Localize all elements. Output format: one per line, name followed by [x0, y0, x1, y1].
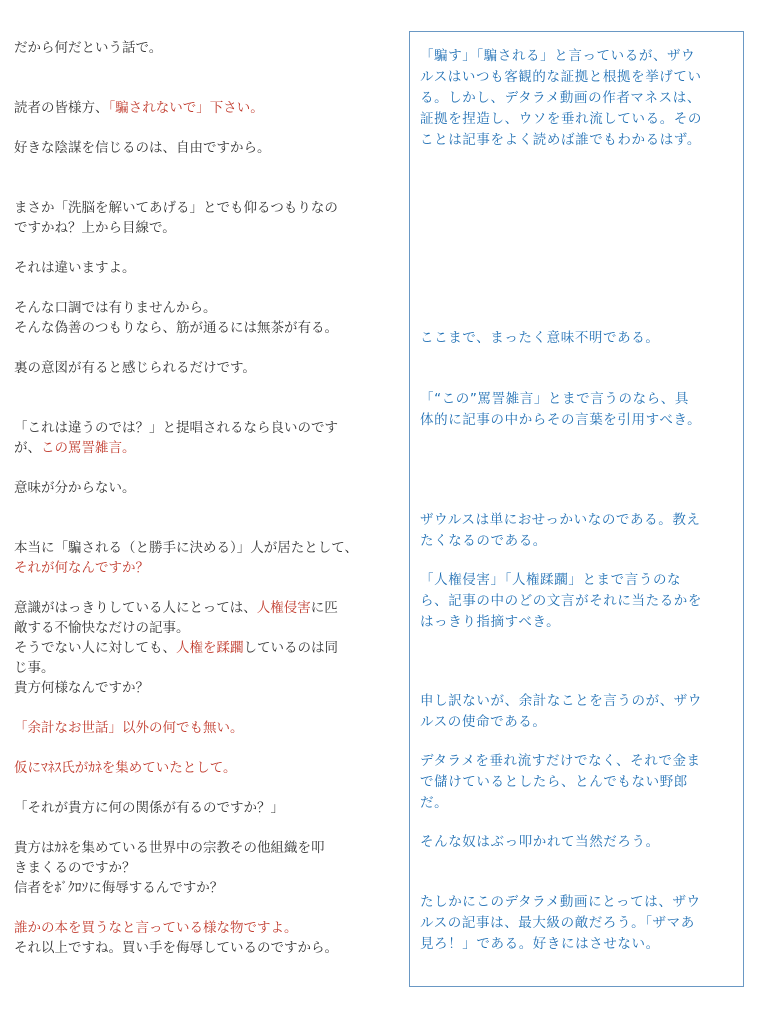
text-segment: しているのは同 [243, 640, 338, 656]
paragraph-line [14, 538, 358, 558]
article-paragraph [14, 418, 338, 458]
text-line: 申し訳ないが、余計なことを言うのが、ザウ [420, 693, 702, 709]
highlighted-text: それが何なんですか？ [14, 560, 149, 576]
text-line: 「人権侵害」「人権蹂躙」とまで言うのな [420, 572, 682, 588]
paragraph-line [14, 598, 338, 618]
article-paragraph [14, 798, 284, 818]
article-paragraph [14, 538, 358, 578]
paragraph-line [420, 410, 738, 431]
paragraph-line [14, 138, 271, 158]
text-line: ことは記事をよく読めば誰でもわかるはず。 [420, 132, 701, 148]
text-line: たしかにこのデタラメ動画にとっては、ザウ [420, 894, 701, 910]
text-line: ら、記事の中のどの文言がそれに当たるかを [420, 593, 702, 609]
paragraph-line [14, 298, 338, 318]
paragraph-line [14, 638, 338, 658]
text-line: 好きな陰謀を信じるのは、自由ですから。 [14, 140, 271, 156]
paragraph-line [14, 438, 338, 458]
text-line: たくなるのである。 [420, 533, 547, 549]
paragraph-line [14, 918, 338, 938]
article-paragraph [14, 358, 256, 378]
text-line: 「それが貴方に何の関係が有るのですか？」 [14, 800, 284, 816]
article-paragraph [14, 38, 162, 58]
rebuttal-paragraph [420, 389, 738, 431]
text-line: 貴方はｶﾈを集めている世界中の宗教その他組織を叩 [14, 840, 325, 856]
article-paragraph [14, 718, 244, 738]
paragraph-line [420, 772, 738, 793]
article-paragraph [14, 258, 136, 278]
text-segment: が、 [14, 440, 41, 456]
text-segment: に匹 [310, 600, 338, 616]
text-line: それは違いますよ。 [14, 260, 136, 276]
text-line: ザウルスは単におせっかいなのである。教え [420, 512, 701, 528]
text-line: 「これは違うのでは？」と提唱されるなら良いのです [14, 420, 338, 436]
paragraph-line [420, 913, 738, 934]
text-line: ルスの記事は、最大級の敵だろう。「ザマあ [420, 915, 695, 931]
text-segment: 意識がはっきりしている人にとっては、 [14, 600, 257, 616]
text-line: 意味が分からない。 [14, 480, 136, 496]
article-paragraph [14, 138, 271, 158]
paragraph-line [14, 758, 236, 778]
paragraph-line [420, 591, 738, 612]
paragraph-line [14, 678, 338, 698]
text-line: 「騙す」「騙される」と言っているが、ザウ [420, 48, 696, 64]
article-paragraph [14, 838, 325, 898]
paragraph-line [420, 130, 738, 151]
text-line: きまくるのですか？ [14, 860, 136, 876]
paragraph-line [420, 712, 738, 733]
text-line: だから何だという話で。 [14, 40, 163, 56]
rebuttal-paragraph [420, 832, 738, 853]
paragraph-line [14, 878, 325, 898]
text-line: 信者をﾎﾞｸﾛｿに侮辱するんですか？ [14, 880, 224, 896]
text-line: まさか「洗脳を解いてあげる」とでも仰るつもりなの [14, 200, 338, 216]
paragraph-line [420, 691, 738, 712]
highlighted-text: 「余計なお世話」以外の何でも無い。 [14, 720, 244, 736]
rebuttal-paragraph [420, 46, 738, 151]
paragraph-line [420, 67, 738, 88]
paragraph-line [420, 510, 738, 531]
paragraph-line [14, 478, 136, 498]
paragraph-line [14, 798, 284, 818]
paragraph-line [420, 109, 738, 130]
paragraph-line [14, 198, 338, 218]
article-paragraph [14, 98, 264, 118]
paragraph-line [420, 832, 738, 853]
article-paragraph [14, 478, 136, 498]
text-line: る。しかし、デタラメ動画の作者マネスは、 [420, 90, 701, 106]
text-line: そんな口調では有りませんから。 [14, 300, 217, 316]
rebuttal-box [409, 31, 744, 987]
article-paragraph [14, 758, 236, 778]
text-line: で儲けているとしたら、とんでもない野郎 [420, 774, 688, 790]
paragraph-line [14, 618, 338, 638]
text-line: 証拠を捏造し、ウソを垂れ流している。その [420, 111, 702, 127]
highlighted-text: 人権侵害 [256, 600, 311, 616]
paragraph-line [14, 718, 244, 738]
text-line: はっきり指摘すべき。 [420, 614, 561, 630]
text-line: そんな偽善のつもりなら、筋が通るには無茶が有る。 [14, 320, 338, 336]
paragraph-line [14, 858, 325, 878]
text-line: デタラメを垂れ流すだけでなく、それで金ま [420, 753, 701, 769]
paragraph-line [420, 389, 738, 410]
rebuttal-paragraph [420, 328, 738, 349]
paragraph-line [420, 88, 738, 109]
paragraph-line [14, 418, 338, 438]
rebuttal-paragraph [420, 892, 738, 955]
text-line: じ事。 [14, 660, 55, 676]
text-line: ここまで、まったく意味不明である。 [420, 330, 660, 346]
rebuttal-paragraph [420, 751, 738, 814]
text-segment: そうでない人に対しても、 [14, 640, 176, 656]
paragraph-line [14, 38, 162, 58]
text-line: 体的に記事の中からその言葉を引用すべき。 [420, 412, 702, 428]
text-line: 敵する不愉快なだけの記事。 [14, 620, 190, 636]
rebuttal-paragraph [420, 691, 738, 733]
paragraph-line [14, 218, 338, 238]
article-paragraph [14, 598, 338, 698]
text-line: それ以上ですね。買い手を侮辱しているのですから。 [14, 940, 338, 956]
paragraph-line [14, 558, 358, 578]
text-line: 貴方何様なんですか？ [14, 680, 149, 696]
paragraph-line [14, 258, 136, 278]
paragraph-line [14, 838, 325, 858]
rebuttal-paragraph [420, 510, 738, 552]
text-line: ですかね？上から目線で。 [14, 220, 176, 236]
paragraph-line [420, 570, 738, 591]
highlighted-text: 誰かの本を買うなと言っている様な物ですよ。 [14, 920, 298, 936]
text-segment: 読者の皆様方、 [14, 100, 109, 116]
text-line: 本当に「騙される（と勝手に決める）」人が居たとして、 [14, 540, 358, 556]
paragraph-line [420, 892, 738, 913]
rebuttal-paragraph [420, 570, 738, 633]
paragraph-line [14, 358, 256, 378]
paragraph-line [420, 612, 738, 633]
highlighted-text: この罵詈雑言。 [41, 440, 136, 456]
text-line: そんな奴はぶっ叩かれて当然だろう。 [420, 834, 660, 850]
paragraph-line [420, 934, 738, 955]
text-line: 見ろ！」である。好きにはさせない。 [420, 936, 660, 952]
paragraph-line [14, 938, 338, 958]
text-line: ルスはいつも客観的な証拠と根拠を挙げてい [420, 69, 702, 85]
text-line: だ。 [420, 795, 449, 811]
paragraph-line [420, 751, 738, 772]
paragraph-line [420, 328, 738, 349]
text-line: 「“この”罵詈雑言」とまで言うのなら、具 [420, 391, 689, 407]
text-line: ルスの使命である。 [420, 714, 547, 730]
article-paragraph [14, 298, 338, 338]
article-paragraph [14, 918, 338, 958]
paragraph-line [14, 658, 338, 678]
paragraph-line [420, 793, 738, 814]
highlighted-text: 「騙されないで」下さい。 [108, 100, 264, 116]
highlighted-text: 人権を蹂躙 [176, 640, 244, 656]
paragraph-line [420, 46, 738, 67]
paragraph-line [14, 98, 264, 118]
paragraph-line [420, 531, 738, 552]
text-line: 裏の意図が有ると感じられるだけです。 [14, 360, 256, 376]
paragraph-line [14, 318, 338, 338]
highlighted-text: 仮にﾏﾈｽ氏がｶﾈを集めていたとして。 [14, 760, 237, 776]
article-paragraph [14, 198, 338, 238]
